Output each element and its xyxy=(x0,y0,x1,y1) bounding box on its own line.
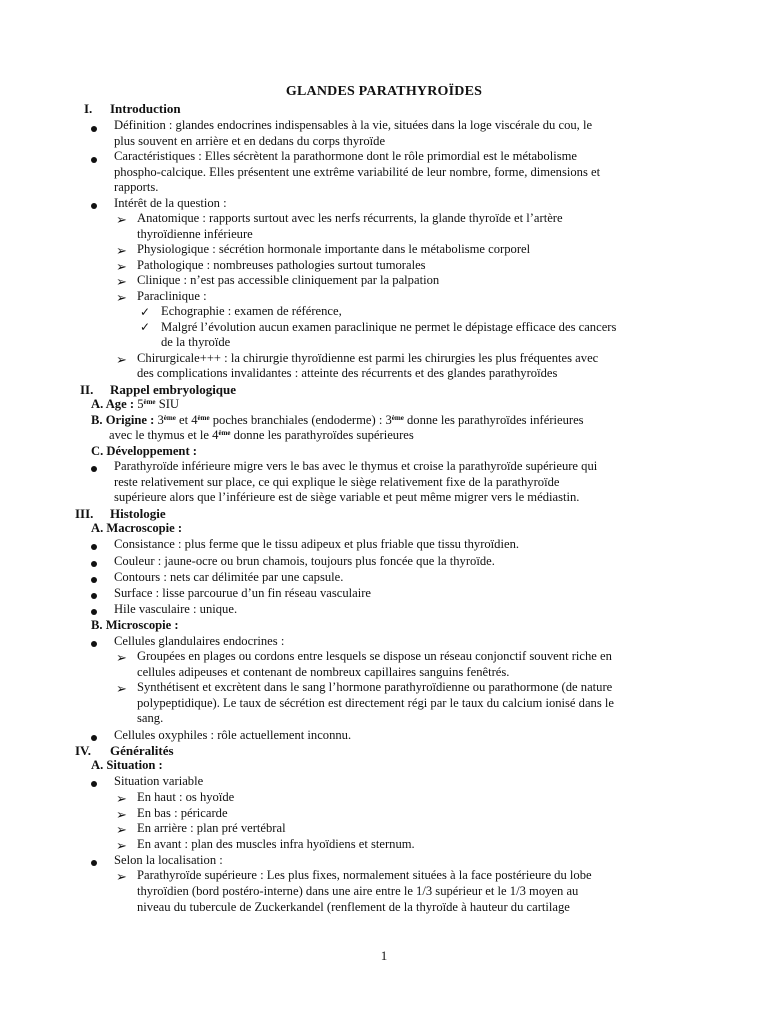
arrow-bullet-icon: ➢ xyxy=(116,791,127,806)
text-line: Selon la localisation : xyxy=(114,853,223,867)
section-title-introduction: Introduction xyxy=(110,101,181,116)
document-title: GLANDES PARATHYROÏDES xyxy=(285,84,483,99)
bullet-icon xyxy=(91,609,97,615)
text-line: Parathyroïde inférieure migre vers le bas avec le thymus et croise la parathyroïde supérieure qui xyxy=(114,459,598,473)
text-line: En haut : os hyoïde xyxy=(137,790,235,804)
bullet-icon xyxy=(91,466,97,472)
text-line xyxy=(91,413,705,429)
subsection-origine: B. Origine : xyxy=(91,413,155,427)
text-line: Situation variable xyxy=(114,774,204,788)
bullet-icon xyxy=(91,157,97,163)
text-line: Intérêt de la question : xyxy=(114,196,227,210)
subsection-situation: A. Situation : xyxy=(91,758,163,772)
text-line: reste relativement sur place, ce qui explique le siège relativement fixe de la parathyroïde xyxy=(114,475,560,489)
text-line: Cellules oxyphiles : rôle actuellement inconnu. xyxy=(114,728,352,742)
text-fragment: donne les parathyroïdes inférieures xyxy=(406,413,584,427)
text-line: Contours : nets car délimitée par une capsule. xyxy=(114,570,344,584)
arrow-bullet-icon: ➢ xyxy=(116,650,127,665)
text-line: Consistance : plus ferme que le tissu adipeux et plus friable que tissu thyroïdien. xyxy=(114,537,520,551)
arrow-bullet-icon: ➢ xyxy=(116,822,127,837)
text-line: Anatomique : rapports surtout avec les nerfs récurrents, la glande thyroïde et l’artère xyxy=(137,211,563,225)
text-line: Définition : glandes endocrines indispensables à la vie, situées dans la loge viscérale du cou, le xyxy=(114,118,593,132)
text-line: de la thyroïde xyxy=(161,335,231,349)
bullet-icon xyxy=(91,544,97,550)
text-line: Surface : lisse parcourue d’un fin réseau vasculaire xyxy=(114,586,372,600)
text-line: En bas : péricarde xyxy=(137,806,228,820)
section-title-embryologie: Rappel embryologique xyxy=(110,382,237,397)
bullet-icon xyxy=(91,781,97,787)
text-line: phospho-calcique. Elles présentent une extrême variabilité de leur nombre, forme, dimensions et xyxy=(114,165,601,179)
arrow-bullet-icon: ➢ xyxy=(116,290,127,305)
bullet-icon xyxy=(91,203,97,209)
arrow-bullet-icon: ➢ xyxy=(116,212,127,227)
check-icon: ✓ xyxy=(140,320,151,334)
arrow-bullet-icon: ➢ xyxy=(116,869,127,884)
section-number: III. xyxy=(75,506,94,521)
arrow-bullet-icon: ➢ xyxy=(116,807,127,822)
text-line: sang. xyxy=(137,711,164,725)
text-line: supérieure alors que l’inférieure est de siège variable et peut même migrer vers le médiastin. xyxy=(114,490,580,504)
section-number: II. xyxy=(80,382,94,397)
text-line: Pathologique : nombreuses pathologies surtout tumorales xyxy=(137,258,426,272)
text-line xyxy=(91,397,179,413)
bullet-icon xyxy=(91,577,97,583)
text-line: Physiologique : sécrétion hormonale importante dans le métabolisme corporel xyxy=(137,242,531,256)
section-title-histologie: Histologie xyxy=(110,506,166,521)
arrow-bullet-icon: ➢ xyxy=(116,352,127,367)
text-fragment: et 4 xyxy=(178,413,198,427)
text-line: Clinique : n’est pas accessible cliniquement par la palpation xyxy=(137,273,440,287)
bullet-icon xyxy=(91,641,97,647)
text-line: rapports. xyxy=(114,180,159,194)
arrow-bullet-icon: ➢ xyxy=(116,274,127,289)
section-number: I. xyxy=(84,101,93,116)
arrow-bullet-icon: ➢ xyxy=(116,838,127,853)
bullet-icon xyxy=(91,561,97,567)
subsection-developpement: C. Développement : xyxy=(91,444,197,458)
subsection-macroscopie: A. Macroscopie : xyxy=(91,521,183,535)
text-line: En arrière : plan pré vertébral xyxy=(137,821,286,835)
text-line: Groupées en plages ou cordons entre lesquels se dispose un réseau conjonctif souvent riche en xyxy=(137,649,612,663)
arrow-bullet-icon: ➢ xyxy=(116,681,127,696)
subsection-microscopie: B. Microscopie : xyxy=(91,618,179,632)
text-line: En avant : plan des muscles infra hyoïdiens et sternum. xyxy=(137,837,415,851)
text-line: Couleur : jaune-ocre ou brun chamois, toujours plus foncée que la thyroïde. xyxy=(114,554,495,568)
text-line: thyroïdien (bord postéro-interne) dans une aire entre le 1/3 supérieur et le 1/3 moyen au xyxy=(137,884,579,898)
text-line: Synthétisent et excrètent dans le sang l’hormone parathyroïdienne ou parathormone (de nature xyxy=(137,680,613,694)
ordinal-suffix: ème xyxy=(391,414,404,422)
ordinal-suffix: ème xyxy=(143,398,156,406)
subsection-age: A. Age : xyxy=(91,397,135,411)
bullet-icon xyxy=(91,593,97,599)
section-number: IV. xyxy=(75,743,92,758)
text-line: Malgré l’évolution aucun examen paraclinique ne permet le dépistage efficace des cancers xyxy=(161,320,617,334)
text-line: Hile vasculaire : unique. xyxy=(114,602,238,616)
ordinal-suffix: ème xyxy=(218,429,231,437)
bullet-icon xyxy=(91,735,97,741)
text-line: Caractéristiques : Elles sécrètent la parathormone dont le rôle primordial est le métabolisme xyxy=(114,149,578,163)
text-line: Parathyroïde supérieure : Les plus fixes, normalement situées à la face postérieure du lobe xyxy=(137,868,592,882)
text-fragment: poches branchiales (endoderme) : 3 xyxy=(212,413,392,427)
page-number: 1 xyxy=(380,948,388,963)
ordinal-suffix: ème xyxy=(163,414,176,422)
text-fragment: donne les parathyroïdes supérieures xyxy=(233,428,414,442)
text-line: cellules adipeuses et contenant de nombreux capillaires sanguins fenêtrés. xyxy=(137,665,510,679)
text-line: des complications invalidantes : atteinte des récurrents et des glandes parathyroïdes xyxy=(137,366,558,380)
ordinal-number: 5 xyxy=(137,397,144,411)
section-title-generalites: Généralités xyxy=(110,743,174,758)
ordinal-number: 3 xyxy=(157,413,164,427)
age-unit: SIU xyxy=(158,397,179,411)
text-line: Paraclinique : xyxy=(137,289,207,303)
text-line: niveau du tubercule de Zuckerkandel (renflement de la thyroïde à hauteur du cartilage xyxy=(137,900,570,914)
text-line: Cellules glandulaires endocrines : xyxy=(114,634,285,648)
arrow-bullet-icon: ➢ xyxy=(116,259,127,274)
text-line xyxy=(109,428,414,444)
bullet-icon xyxy=(91,860,97,866)
text-line: Chirurgicale+++ : la chirurgie thyroïdienne est parmi les chirurgies les plus fréquentes avec xyxy=(137,351,599,365)
text-line: polypeptidique). Le taux de sécrétion est directement régi par le taux du calcium ionisé dans le xyxy=(137,696,614,710)
bullet-icon xyxy=(91,126,97,132)
text-line: thyroïdienne inférieure xyxy=(137,227,253,241)
check-icon: ✓ xyxy=(140,305,151,319)
text-fragment: avec le thymus et le 4 xyxy=(109,428,219,442)
text-line: plus souvent en arrière et en dedans du corps thyroïde xyxy=(114,134,386,148)
ordinal-suffix: ème xyxy=(197,414,210,422)
arrow-bullet-icon: ➢ xyxy=(116,243,127,258)
text-line: Echographie : examen de référence, xyxy=(161,304,342,318)
